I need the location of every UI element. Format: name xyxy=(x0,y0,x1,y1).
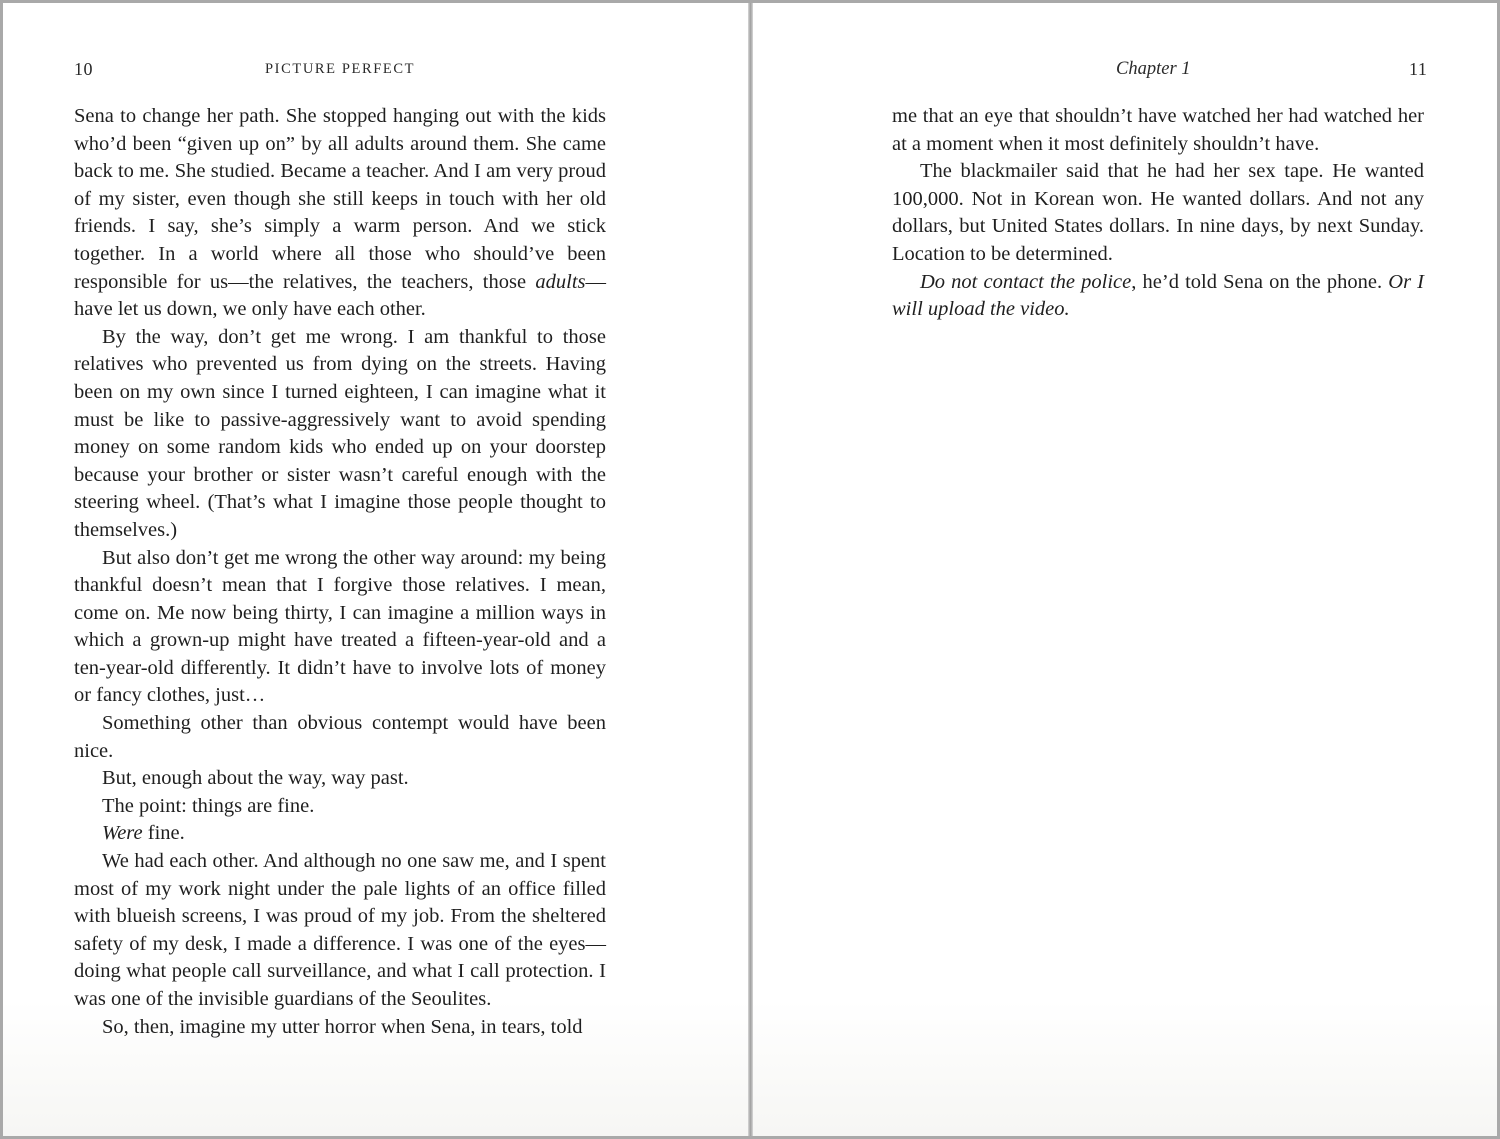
paragraph-text: , he’d told Sena on the phone. xyxy=(1131,270,1389,293)
running-head-chapter-title: Chapter 1 xyxy=(1116,59,1191,79)
paragraph xyxy=(892,269,1424,324)
paragraph: By the way, don’t get me wrong. I am thankful to those relatives who prevented us from dying on the streets. Having been on my own since I turned eighteen, I can imagine what it must be like to passive-aggressively want to avoid spending money on some random kids who ended up on your doorstep because your brother or sister wasn’t careful enough with the steering wheel. (That’s what I imagine those people thought to themselves.) xyxy=(74,325,606,541)
paragraph: So, then, imagine my utter horror when Sena, in tears, told xyxy=(102,1015,583,1038)
running-head-book-title: PICTURE PERFECT xyxy=(265,61,416,77)
emphasis-text: adults xyxy=(535,270,586,293)
paragraph xyxy=(74,820,606,848)
paragraph xyxy=(74,103,606,324)
paragraph-text: —have let us down, we only have each other. xyxy=(74,270,606,321)
paragraph: me that an eye that shouldn’t have watched her had watched her at a moment when it most definitely shouldn’t have. xyxy=(892,105,1424,155)
paragraph: The blackmailer said that he had her sex tape. He wanted 100,000. Not in Korean won. He wanted dollars. And not any dollars, but United States dollars. In nine days, by next Sunday. Location to be determined. xyxy=(892,160,1424,265)
page-number: 10 xyxy=(74,59,93,79)
paragraph: Something other than obvious contempt would have been nice. xyxy=(74,712,606,762)
paragraph: The point: things are fine. xyxy=(102,794,315,817)
emphasis-text: Do not contact the police xyxy=(920,270,1132,293)
left-page xyxy=(3,3,748,1136)
left-body-text xyxy=(74,103,606,1041)
emphasis-text: Or I will upload the video. xyxy=(892,270,1425,321)
emphasis-text: Were xyxy=(102,822,143,845)
paragraph: But, enough about the way, way past. xyxy=(102,767,409,790)
paragraph-text: fine. xyxy=(142,822,185,845)
paragraph-text: Sena to change her path. She stopped hanging out with the kids who’d been “given up on” by all adults around them. She came back to me. She studied. Became a teacher. And I am very proud of my sister, even though she still keeps in touch with her old friends. I say, she’s simply a warm person. And we stick together. In a world where all those who should’ve been responsible for us—the relatives, the teachers, those xyxy=(74,105,606,293)
paragraph: We had each other. And although no one saw me, and I spent most of my work night under the pale lights of an office filled with blueish screens, I was proud of my job. From the sheltered safety of my desk, I made a difference. I was one of the eyes—doing what people call surveillance, and what I call protection. I was one of the invisible guardians of the Seoulites. xyxy=(74,850,606,1010)
right-page xyxy=(753,3,1497,1136)
right-body-text xyxy=(892,103,1424,324)
page-number: 11 xyxy=(1409,59,1428,79)
paragraph: But also don’t get me wrong the other way around: my being thankful doesn’t mean that I forgive those relatives. I mean, come on. Me now being thirty, I can imagine a million ways in which a grown-up might have treated a fifteen-year-old and a ten-year-old differently. It didn’t have to involve lots of money or fancy clothes, just… xyxy=(74,546,606,707)
